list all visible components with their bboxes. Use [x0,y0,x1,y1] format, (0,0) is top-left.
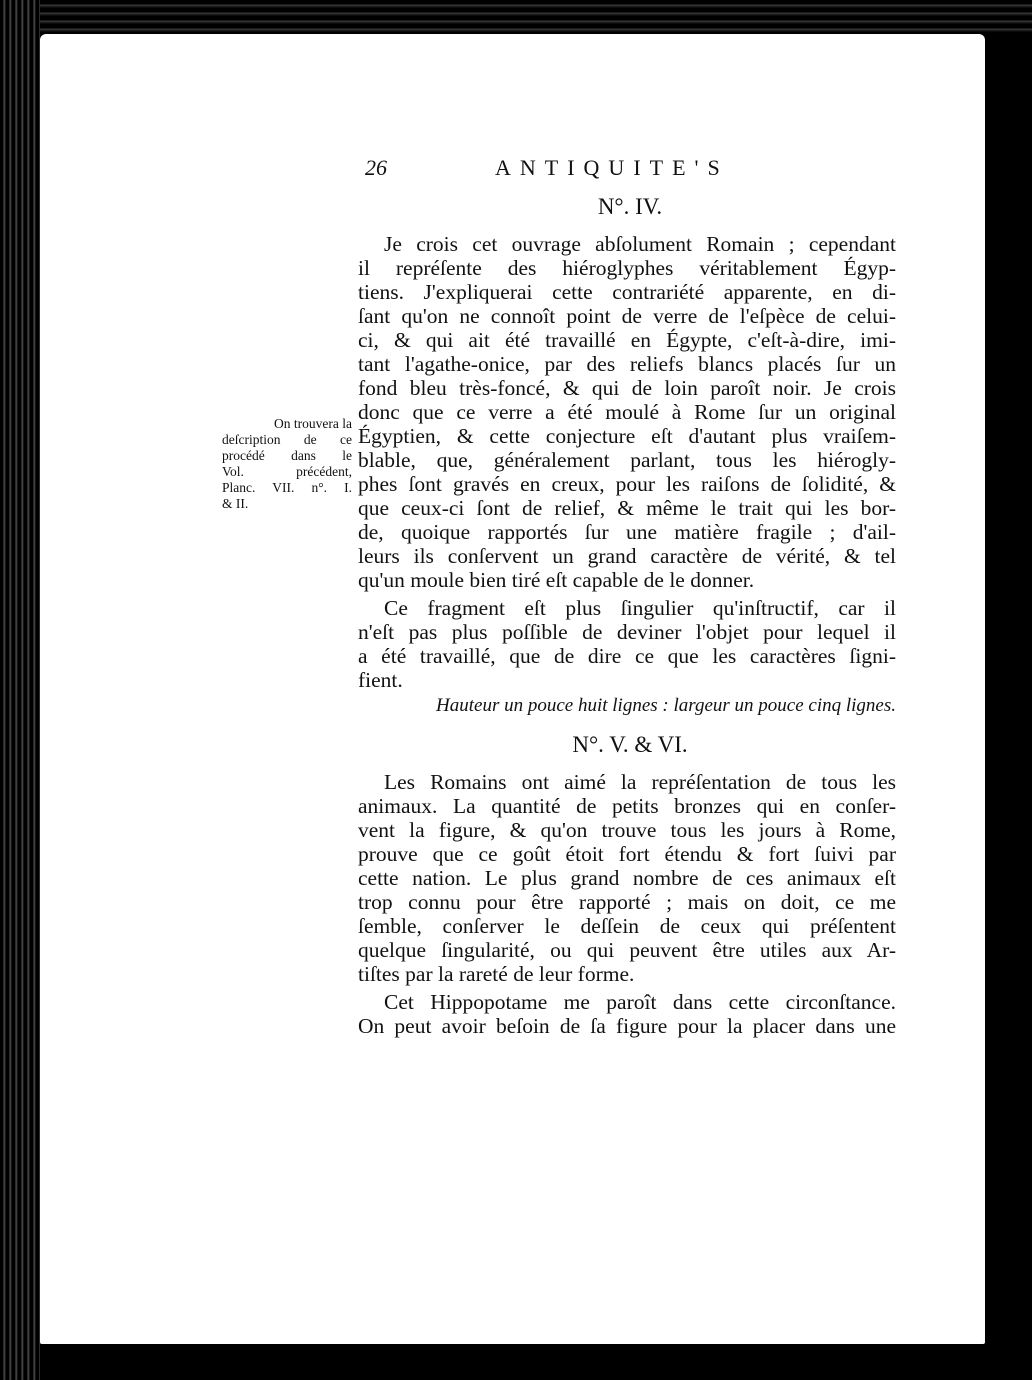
paragraph-line: animaux. La quantité de petits bronzes qui en conſer- [358,794,896,818]
margin-note-line: Vol. précédent, [222,464,352,479]
paragraph-line: tiens. J'expliquerai cette contrariété apparente, en di- [358,280,896,304]
paragraph-line: Les Romains ont aimé la repréſentation de tous les [384,770,896,794]
paragraph-line: fient. [358,668,403,692]
paragraph-line: phes ſont gravés en creux, pour les raiſons de ſolidité, & [358,472,896,496]
paragraph-line: trop connu pour être rapporté ; mais on doit, ce me [358,890,896,914]
paragraph-line: fond bleu très-foncé, & qui de loin paroît noir. Je crois [358,376,896,400]
margin-note-line: deſcription de ce [222,432,352,447]
running-head [365,155,895,185]
margin-note-line: procédé dans le [222,448,352,463]
paragraph-line: ci, & qui ait été travaillé en Égypte, c'eſt-à-dire, imi- [358,328,896,352]
page-edge-top [0,0,1032,34]
paragraph-line: de, quoique rapportés ſur une matière fragile ; d'ail- [358,520,896,544]
paragraph-line: tiſtes par la rareté de leur forme. [358,962,635,986]
paragraph-line: leurs ils conſervent un grand caractère de vérité, & tel [358,544,896,568]
page-edge-left [0,0,40,1380]
paragraph-line: n'eſt pas plus poſſible de deviner l'objet pour lequel il [358,620,896,644]
header-title: ANTIQUITE'S [495,155,729,180]
page-number: 26 [365,155,387,180]
section-heading-iv: N°. IV. [597,194,663,219]
paragraph-line: Ce fragment eſt plus ſingulier qu'inſtructif, car il [384,596,896,620]
paragraph-line: ſemble, conſerver le deſſein de ceux qui préſentent [358,914,896,938]
paragraph-line: ſant qu'on ne connoît point de verre de l'eſpèce de celui- [358,304,896,328]
margin-note-line: Planc. VII. n°. I. [222,480,352,495]
paragraph-line: Je crois cet ouvrage abſolument Romain ; cependant [384,232,896,256]
paragraph-line: Cet Hippopotame me paroît dans cette circonſtance. [384,990,896,1014]
paragraph-line: a été travaillé, que de dire ce que les caractères ſigni- [358,644,896,668]
paragraph-line: cette nation. Le plus grand nombre de ces animaux eſt [358,866,896,890]
paragraph-line: donc que ce verre a été moulé à Rome ſur un original [358,400,896,424]
paragraph-line: blable, que, généralement parlant, tous les hiérogly- [358,448,896,472]
paragraph-line: que ceux-ci ſont de relief, & même le trait qui les bor- [358,496,896,520]
margin-note-line: On trouvera la [274,416,352,431]
paragraph-line: vent la figure, & qu'on trouve tous les jours à Rome, [358,818,896,842]
paragraph-line: Égyptien, & cette conjecture eſt d'autant plus vraiſem- [358,424,896,448]
margin-note-line: & II. [222,496,249,511]
section-heading-v-vi: N°. V. & VI. [572,732,688,757]
paragraph-line: quelque ſingularité, ou qui peuvent être utiles aux Ar- [358,938,896,962]
paragraph-line: tant l'agathe-onice, par des reliefs blancs placés ſur un [358,352,896,376]
paragraph-line: prouve que ce goût étoit fort étendu & fort ſuivi par [358,842,896,866]
paragraph-line: On peut avoir beſoin de ſa figure pour la placer dans une [358,1014,896,1038]
paragraph-line: qu'un moule bien tiré eſt capable de le donner. [358,568,755,592]
dimensions-line: Hauteur un pouce huit lignes : largeur un pouce cinq lignes. [436,695,896,716]
paragraph-line: il repréſente des hiéroglyphes véritablement Égyp- [358,256,896,280]
